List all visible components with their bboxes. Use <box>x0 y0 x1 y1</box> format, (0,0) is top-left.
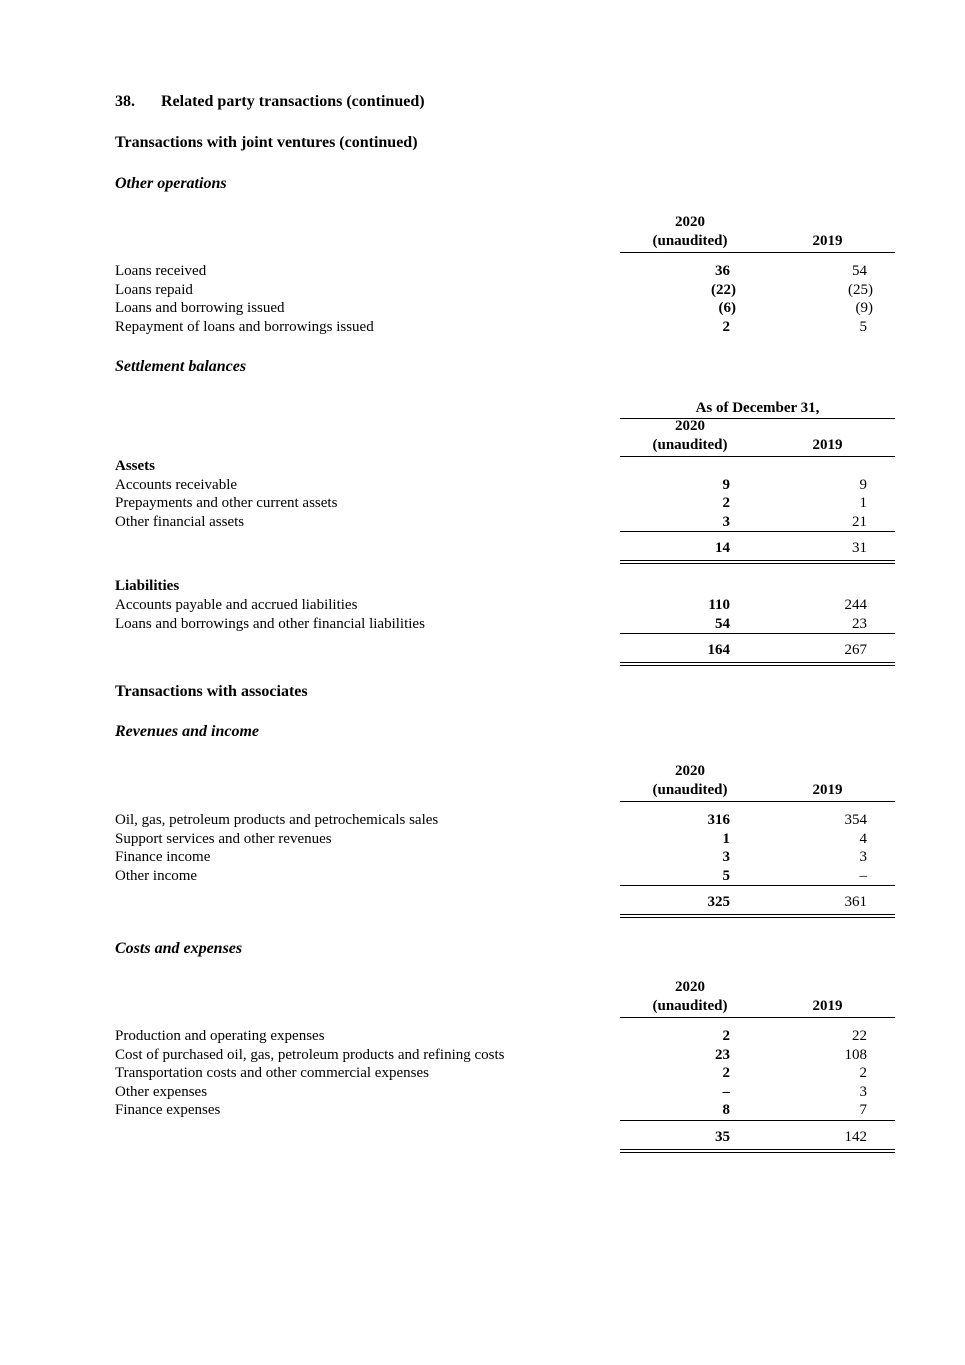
table-row <box>115 867 895 886</box>
section-label: Assets <box>115 458 155 474</box>
associates-heading: Transactions with associates <box>115 683 308 700</box>
value-2020: 3 <box>722 513 730 530</box>
settlement-heading: Settlement balances <box>115 358 247 375</box>
value-2019: (9) <box>855 300 873 317</box>
total-row <box>115 633 895 663</box>
revenues-table <box>115 764 895 915</box>
other-operations-heading: Other operations <box>115 175 227 192</box>
row-label: Finance income <box>115 849 211 866</box>
value-2020: 2 <box>722 318 730 335</box>
other-operations-table <box>115 215 895 336</box>
col-unaudited: (unaudited) <box>652 233 728 249</box>
value-2020: 5 <box>722 867 730 884</box>
row-label: Loans and borrowings and other financial liabilities <box>115 615 425 632</box>
total-2020: 164 <box>707 642 730 659</box>
total-row <box>115 531 895 561</box>
table-header <box>115 215 895 253</box>
table-header <box>115 399 895 457</box>
value-2019: 7 <box>859 1102 867 1119</box>
value-2020: 3 <box>722 849 730 866</box>
table-row <box>115 513 895 532</box>
revenues-heading: Revenues and income <box>115 723 259 740</box>
as-of-header: As of December 31, <box>620 399 895 419</box>
row-label: Repayment of loans and borrowings issued <box>115 318 374 335</box>
table-row <box>115 476 895 495</box>
value-2020: 54 <box>715 615 730 632</box>
value-2020: 36 <box>715 263 730 279</box>
row-label: Prepayments and other current assets <box>115 495 338 512</box>
value-2019: 54 <box>852 263 867 279</box>
value-2019: 4 <box>859 830 867 847</box>
table-row <box>115 1083 895 1102</box>
table-row <box>115 811 895 830</box>
header-rule <box>620 801 895 802</box>
col-2020-header <box>620 417 760 455</box>
value-2019: 3 <box>859 849 867 866</box>
row-label: Production and operating expenses <box>115 1028 325 1044</box>
jv-heading: Transactions with joint ventures (continued) <box>115 134 418 151</box>
section-row <box>115 457 895 476</box>
col-2020-header <box>620 213 760 251</box>
value-2020: 2 <box>722 1028 730 1044</box>
table-header <box>115 980 895 1018</box>
row-label: Cost of purchased oil, gas, petroleum products and refining costs <box>115 1046 505 1063</box>
total-2020: 325 <box>707 894 730 911</box>
section-row <box>115 577 895 596</box>
value-2019: 3 <box>859 1083 867 1100</box>
col-2020-header <box>620 978 760 1016</box>
value-2020: 1 <box>722 830 730 847</box>
costs-table <box>115 980 895 1150</box>
row-label: Accounts receivable <box>115 476 238 493</box>
total-2019: 267 <box>844 642 867 659</box>
value-2020: (22) <box>711 281 736 298</box>
note-heading <box>115 93 425 111</box>
total-2020: 35 <box>715 1128 730 1145</box>
value-2019: 21 <box>852 513 867 530</box>
col-year: 2020 <box>675 214 705 230</box>
row-label: Oil, gas, petroleum products and petrochemicals sales <box>115 812 439 828</box>
table-row <box>115 1101 895 1120</box>
value-2019: 108 <box>844 1046 867 1063</box>
header-rule <box>620 1017 895 1018</box>
table-row <box>115 318 895 337</box>
row-label: Other financial assets <box>115 513 245 530</box>
col-2019-header: 2019 <box>812 233 843 249</box>
value-2019: 354 <box>844 812 867 828</box>
col-unaudited: (unaudited) <box>652 782 728 798</box>
value-2019: 9 <box>859 476 867 493</box>
value-2019: – <box>859 867 867 884</box>
value-2020: 9 <box>722 476 730 493</box>
value-2019: 22 <box>852 1028 867 1044</box>
value-2020: 2 <box>722 1065 730 1082</box>
table-row <box>115 615 895 634</box>
row-label: Finance expenses <box>115 1102 221 1119</box>
table-row <box>115 299 895 318</box>
value-2020: 23 <box>715 1046 730 1063</box>
table-row <box>115 1027 895 1046</box>
section-label: Liabilities <box>115 578 180 595</box>
col-year: 2020 <box>675 979 705 995</box>
value-2019: 5 <box>859 318 867 335</box>
total-row <box>115 1120 895 1150</box>
table-row <box>115 494 895 513</box>
value-2019: 2 <box>859 1065 867 1082</box>
col-unaudited: (unaudited) <box>652 998 728 1014</box>
col-year: 2020 <box>675 763 705 779</box>
settlement-table <box>115 399 895 663</box>
table-row <box>115 281 895 300</box>
total-row <box>115 885 895 915</box>
note-number: 38. <box>115 93 135 110</box>
row-label: Loans received <box>115 263 207 279</box>
col-2019-header: 2019 <box>812 998 843 1014</box>
col-unaudited: (unaudited) <box>652 437 728 453</box>
col-2020-header <box>620 762 760 800</box>
value-2020: 316 <box>707 812 730 828</box>
row-label: Loans repaid <box>115 281 193 298</box>
total-2019: 142 <box>844 1128 867 1145</box>
table-row <box>115 1064 895 1083</box>
value-2020: – <box>722 1083 730 1100</box>
row-label: Accounts payable and accrued liabilities <box>115 596 358 613</box>
value-2019: 1 <box>859 495 867 512</box>
row-label: Transportation costs and other commercial expenses <box>115 1065 429 1082</box>
value-2019: 23 <box>852 615 867 632</box>
total-2019: 361 <box>844 894 867 911</box>
header-rule <box>620 252 895 253</box>
value-2020: 2 <box>722 495 730 512</box>
table-header <box>115 764 895 802</box>
value-2020: (6) <box>718 300 736 317</box>
total-2019: 31 <box>852 540 867 557</box>
value-2020: 110 <box>708 596 730 613</box>
table-row <box>115 848 895 867</box>
value-2020: 8 <box>722 1102 730 1119</box>
note-title: Related party transactions (continued) <box>161 93 425 110</box>
row-label: Other expenses <box>115 1083 208 1100</box>
row-label: Other income <box>115 867 198 884</box>
col-2019-header: 2019 <box>812 782 843 798</box>
col-2019-header: 2019 <box>812 437 843 453</box>
value-2019: (25) <box>848 281 873 298</box>
costs-heading: Costs and expenses <box>115 940 243 957</box>
row-label: Support services and other revenues <box>115 830 332 847</box>
total-2020: 14 <box>715 540 730 557</box>
value-2019: 244 <box>844 596 867 613</box>
table-row <box>115 262 895 281</box>
table-row <box>115 1046 895 1065</box>
col-year: 2020 <box>675 418 705 434</box>
table-row <box>115 830 895 849</box>
table-row <box>115 596 895 615</box>
row-label: Loans and borrowing issued <box>115 300 285 317</box>
